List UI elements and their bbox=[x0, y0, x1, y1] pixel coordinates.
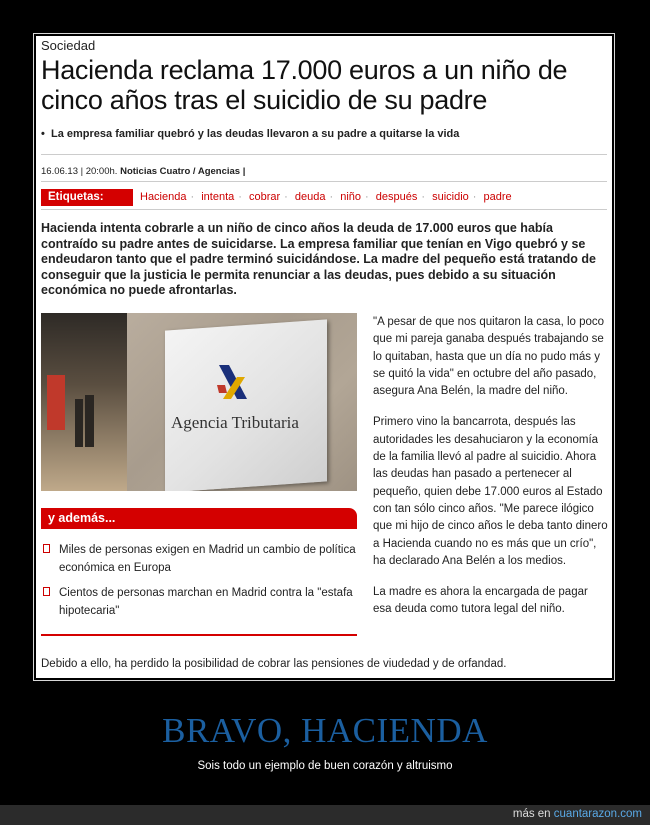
tag-separator: · bbox=[472, 191, 477, 203]
red-wall bbox=[47, 375, 65, 430]
person-figure bbox=[85, 395, 94, 447]
article-meta bbox=[41, 154, 607, 182]
motivator-title: BRAVO, HACIENDA bbox=[162, 711, 488, 750]
agency-sign-plate bbox=[165, 319, 327, 491]
person-figure bbox=[75, 399, 83, 447]
article-photo bbox=[41, 313, 357, 491]
site-footer bbox=[0, 805, 650, 825]
agency-sign-text: Agencia Tributaria bbox=[171, 413, 299, 432]
bullet-icon: • bbox=[41, 128, 45, 140]
tag-separator: · bbox=[284, 191, 288, 203]
tag-separator: · bbox=[190, 191, 195, 203]
related-item[interactable] bbox=[41, 584, 357, 620]
subhead-text: La empresa familiar quebró y las deudas llevaron a su padre a quitarse la vida bbox=[51, 128, 460, 140]
related-link[interactable]: Cientos de personas marchan en Madrid contra la "estafa hipotecaria" bbox=[59, 587, 353, 617]
tag-link[interactable]: deuda bbox=[294, 191, 326, 203]
article-body bbox=[373, 314, 609, 633]
document-icon bbox=[43, 544, 50, 553]
tag-link[interactable]: padre bbox=[483, 191, 512, 203]
tags-bar bbox=[41, 188, 607, 210]
body-paragraph: "A pesar de que nos quitaron la casa, lo poco que mi pareja ganaba después trabajando se lo quitaban, hasta que un día no pudo más y se quitó la vida" en octubre del año pasado, asegura Ana Belén, la madre del niño. bbox=[373, 316, 605, 398]
tag-link[interactable]: cobrar bbox=[248, 191, 281, 203]
tag-link[interactable]: Hacienda bbox=[140, 191, 187, 203]
tag-link[interactable]: suicidio bbox=[432, 191, 469, 203]
document-icon bbox=[43, 587, 50, 596]
tag-separator: · bbox=[421, 191, 426, 203]
related-item[interactable] bbox=[41, 541, 357, 577]
tag-separator: · bbox=[329, 191, 334, 203]
article-headline: Hacienda reclama 17.000 euros a un niño de cinco años tras el suicidio de su padre bbox=[41, 55, 568, 115]
tag-separator: · bbox=[365, 191, 369, 203]
footer-text bbox=[513, 808, 642, 820]
agency-logo-icon bbox=[213, 363, 253, 401]
tag-list bbox=[140, 191, 516, 203]
tag-link[interactable]: después bbox=[375, 191, 418, 203]
meta-source: Noticias Cuatro / Agencias | bbox=[120, 166, 246, 177]
tag-separator: · bbox=[238, 191, 242, 203]
body-paragraph: Primero vino la bancarrota, después las autoridades les desahuciaron y la economía de la familia llevó al padre al suicidio. Ahora las deudas han pasado a pertenecer al pequeño, quien debe 17.000 euros al Estado con tan sólo cinco años. "Me parece ilógico que mi hijo de cinco años le deba tanto dinero a Hacienda cuando no es más que un crío", ha declarado Ana Belén a los medios. bbox=[373, 416, 608, 567]
motivator-subtitle: Sois todo un ejemplo de buen corazón y altruismo bbox=[197, 760, 453, 772]
footer-prefix: más en bbox=[512, 808, 551, 820]
body-paragraph: La madre es ahora la encargada de pagar esa deuda como tutora legal del niño. bbox=[373, 586, 588, 616]
related-list bbox=[41, 541, 357, 627]
related-divider bbox=[41, 634, 357, 636]
body-tail: Debido a ello, ha perdido la posibilidad de cobrar las pensiones de viudedad y de orfandad. bbox=[41, 658, 507, 670]
section-label[interactable]: Sociedad bbox=[41, 38, 96, 53]
related-link[interactable]: Miles de personas exigen en Madrid un cambio de política económica en Europa bbox=[59, 544, 356, 574]
article-lead: Hacienda intenta cobrarle a un niño de cinco años la deuda de 17.000 euros que había contraído su padre antes de suicidarse. La empresa familiar que tenían en Vigo quebró y se endeudaron tanto que el padre terminó suicidándose. La madre del pequeño está tratando de conseguir que la justicia le permita renunciar a las deudas, pues debido a su situación económica no puede afrontarlas. bbox=[41, 221, 596, 298]
article-screenshot bbox=[36, 36, 612, 678]
tags-label: Etiquetas: bbox=[41, 189, 133, 206]
tag-link[interactable]: niño bbox=[340, 191, 362, 203]
ademas-header: y además... bbox=[41, 508, 357, 529]
article-subhead bbox=[41, 128, 459, 140]
footer-brand-link[interactable]: cuantarazon.com bbox=[553, 808, 642, 820]
meta-date: 16.06.13 | 20:00h. bbox=[41, 166, 118, 177]
tag-link[interactable]: intenta bbox=[201, 191, 235, 203]
